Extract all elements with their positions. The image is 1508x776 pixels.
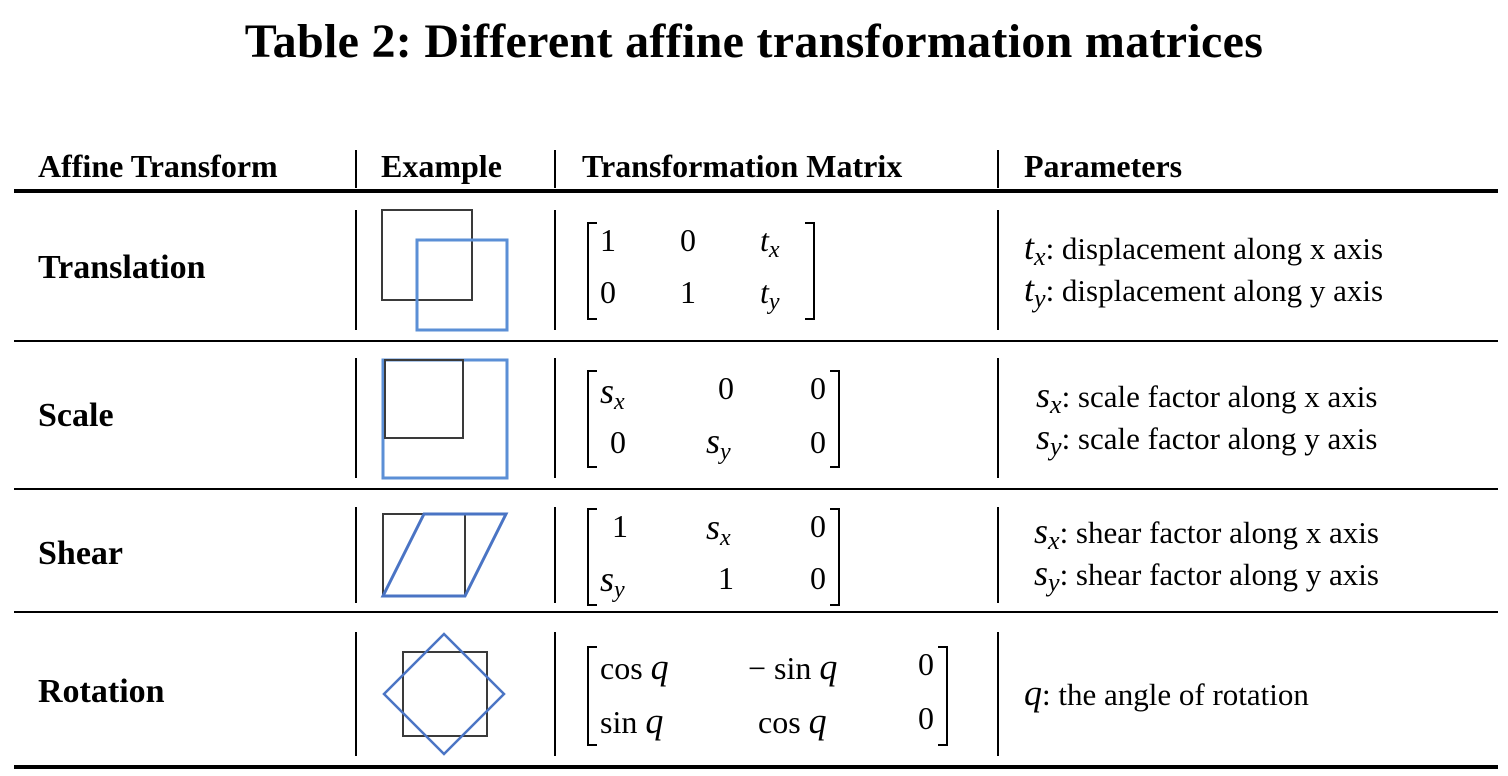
- bottom-rule: [14, 765, 1498, 769]
- matrix-left-bracket: [587, 508, 597, 606]
- matrix-entry: $s_y$: [706, 421, 731, 465]
- original-square: [385, 360, 463, 438]
- matrix-entry: 1: [680, 274, 696, 310]
- matrix-right-bracket: [830, 370, 840, 468]
- row-divider: [14, 488, 1498, 490]
- column-separator: [355, 632, 357, 756]
- param-line: $t_x$: displacement along x axis: [1024, 227, 1384, 271]
- original-square: [383, 514, 465, 596]
- matrix-entry: 0: [810, 424, 826, 460]
- row-label-rotation: Rotation: [38, 673, 165, 710]
- column-separator: [997, 150, 999, 188]
- translation-example-figure: [380, 208, 510, 332]
- row-label-scale: Scale: [38, 397, 114, 434]
- column-separator: [355, 150, 357, 188]
- matrix-entry: 1: [612, 508, 628, 544]
- header-parameters: Parameters: [1024, 148, 1183, 184]
- translated-square: [417, 240, 507, 330]
- matrix-entry: − sin q: [748, 647, 838, 687]
- param-line: $s_x$: shear factor along x axis: [1034, 511, 1379, 555]
- sheared-parallelogram: [383, 514, 506, 596]
- matrix-entry: 1: [600, 222, 616, 258]
- scaled-square: [383, 360, 507, 478]
- matrix-entry: 0: [610, 424, 626, 460]
- param-line: $t_y$: displacement along y axis: [1024, 269, 1384, 313]
- matrix-entry: 0: [810, 508, 826, 544]
- matrix-entry: 0: [810, 370, 826, 406]
- matrix-entry: $s_y$: [600, 559, 625, 603]
- column-separator: [355, 507, 357, 603]
- row-divider: [14, 611, 1498, 613]
- column-separator: [554, 210, 556, 330]
- scale-example-figure: [380, 357, 510, 481]
- row-divider: [14, 340, 1498, 342]
- param-line: $s_y$: scale factor along y axis: [1036, 417, 1378, 461]
- header-affine-transform: Affine Transform: [38, 148, 278, 184]
- matrix-right-bracket: [830, 508, 840, 606]
- matrix-right-bracket: [805, 222, 815, 320]
- column-separator: [554, 358, 556, 478]
- matrix-entry: 0: [600, 274, 616, 310]
- matrix-entry: 0: [810, 560, 826, 596]
- matrix-entry: $t_y$: [760, 274, 780, 315]
- param-line: q: the angle of rotation: [1024, 673, 1309, 713]
- column-separator: [997, 358, 999, 478]
- column-separator: [355, 358, 357, 478]
- column-separator: [997, 210, 999, 330]
- matrix-entry: $t_x$: [760, 222, 780, 263]
- column-separator: [554, 507, 556, 603]
- matrix-entry: 0: [718, 370, 734, 406]
- matrix-entry: sin q: [600, 701, 664, 741]
- column-separator: [554, 150, 556, 188]
- original-square: [382, 210, 472, 300]
- column-separator: [997, 507, 999, 603]
- matrix-left-bracket: [587, 370, 597, 468]
- matrix-entry: 0: [918, 700, 934, 736]
- row-label-translation: Translation: [38, 249, 206, 286]
- matrix-left-bracket: [587, 222, 597, 320]
- column-separator: [355, 210, 357, 330]
- header-example: Example: [381, 148, 502, 184]
- shear-example-figure: [380, 511, 510, 603]
- param-line: $s_x$: scale factor along x axis: [1036, 375, 1378, 419]
- header-rule: [14, 189, 1498, 193]
- table-title: Table 2: Different affine transformation matrices: [244, 15, 1264, 68]
- row-label-shear: Shear: [38, 535, 123, 572]
- matrix-entry: 1: [718, 560, 734, 596]
- matrix-right-bracket: [938, 646, 948, 746]
- rotation-example-figure: [382, 632, 508, 756]
- column-separator: [554, 632, 556, 756]
- matrix-entry: cos q: [758, 701, 827, 741]
- header-transformation-matrix: Transformation Matrix: [582, 148, 903, 184]
- matrix-left-bracket: [587, 646, 597, 746]
- matrix-entry: $s_x$: [600, 371, 625, 415]
- column-separator: [997, 632, 999, 756]
- matrix-entry: 0: [680, 222, 696, 258]
- matrix-entry: $s_x$: [706, 507, 731, 551]
- matrix-entry: 0: [918, 646, 934, 682]
- matrix-entry: cos q: [600, 647, 669, 687]
- param-line: $s_y$: shear factor along y axis: [1034, 553, 1379, 597]
